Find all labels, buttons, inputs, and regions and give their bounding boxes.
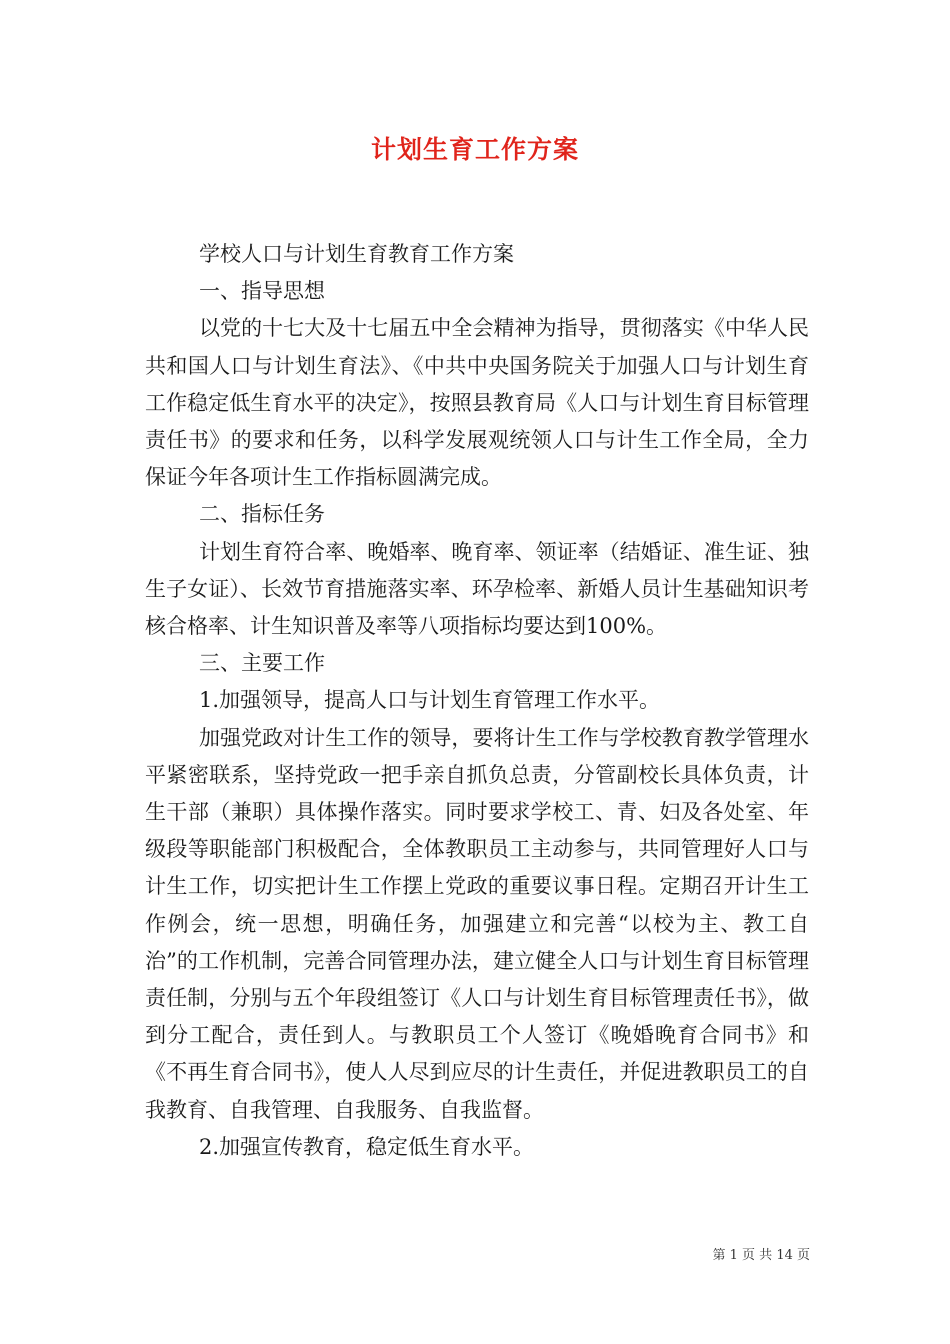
page-number: 第 1 页 共 14 页 xyxy=(712,1248,810,1263)
section-heading-2: 二、指标任务 xyxy=(199,502,325,527)
doc-subtitle: 学校人口与计划生育教育工作方案 xyxy=(199,242,514,266)
section-heading-1: 一、指导思想 xyxy=(199,279,325,304)
section-paragraph-2: 计划生育符合率、晚婚率、晚育率、领证率（结婚证、准生证、独生子女证）、长效节育措施落实率、环孕检率、新婚人员计生基础知识考核合格率、计生知识普及率等八项指标均要达到100%。 xyxy=(145,539,809,639)
subsection-heading-1: 1.加强领导，提高人口与计划生育管理工作水平。 xyxy=(199,688,661,713)
subsection-heading-2: 2.加强宣传教育，稳定低生育水平。 xyxy=(199,1134,535,1159)
document-title: 计划生育工作方案 xyxy=(370,135,579,164)
document-body xyxy=(145,236,809,1166)
subsection-paragraph-1: 加强党政对计生工作的领导，要将计生工作与学校教育教学管理水平紧密联系，坚持党政一把手亲自抓负总责，分管副校长具体负责，计生干部（兼职）具体操作落实。同时要求学校工、青、妇及各处室、年级段等职能部门积极配合，全体教职员工主动参与，共同管理好人口与计生工作，切实把计生工作摆上党政的重要议事日程。定期召开计生工作例会，统一思想，明确任务，加强建立和完善“以校为主、教工自治”的工作机制，完善合同管理办法，建立健全人口与计划生育目标管理责任制，分别与五个年段组签订《人口与计划生育目标管理责任书》，做到分工配合，责任到人。与教职员工个人签订《晚婚晚育合同书》和《不再生育合同书》，使人人尽到应尽的计生责任，并促进教职员工的自我教育、自我管理、自我服务、自我监督。 xyxy=(145,725,809,1122)
section-heading-3: 三、主要工作 xyxy=(199,651,325,676)
section-paragraph-1: 以党的十七大及十七届五中全会精神为指导，贯彻落实《中华人民共和国人口与计划生育法》、《中共中央国务院关于加强人口与计划生育工作稳定低生育水平的决定》，按照县教育局《人口与计划生育目标管理责任书》的要求和任务，以科学发展观统领人口与计生工作全局，全力保证今年各项计生工作指标圆满完成。 xyxy=(145,316,809,490)
